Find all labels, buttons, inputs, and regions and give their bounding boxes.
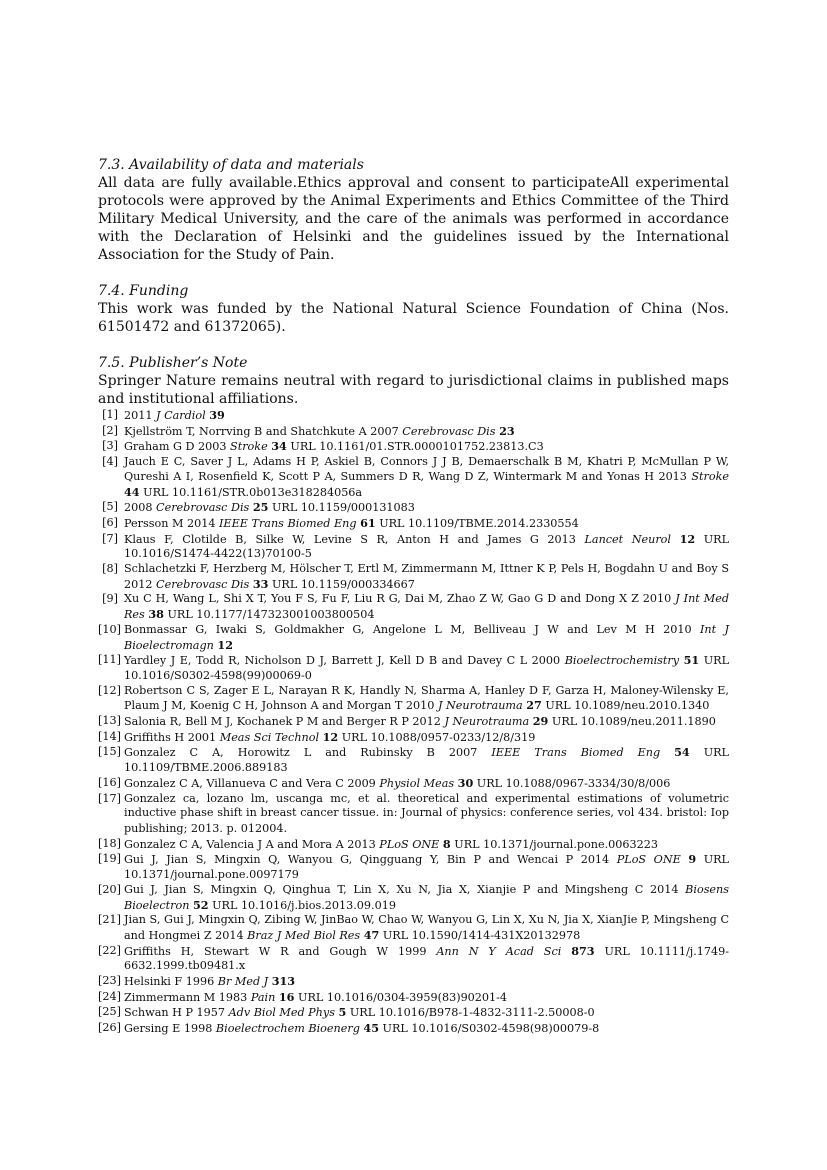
reference-volume: 44 bbox=[124, 484, 140, 499]
reference-number: [8] bbox=[102, 562, 118, 576]
reference-volume: 12 bbox=[322, 729, 339, 744]
reference-authors: Gui J, Jian S, Mingxin Q, Qinghua T, Lin X, Xu N, Jia X, Xianjie P and Mingsheng C 2014 bbox=[124, 882, 686, 896]
reference-number: [26] bbox=[98, 1021, 121, 1035]
reference-number: [14] bbox=[98, 729, 121, 743]
reference-url: URL 10.1111/j.1749-6632.1999.tb09481.x bbox=[124, 944, 729, 973]
reference-authors: Graham G D 2003 bbox=[124, 440, 231, 454]
reference-item bbox=[98, 990, 729, 1006]
reference-item bbox=[98, 913, 729, 943]
reference-item bbox=[98, 684, 729, 714]
reference-item bbox=[98, 1021, 729, 1037]
reference-item bbox=[98, 974, 729, 990]
reference-number: [21] bbox=[98, 913, 121, 927]
reference-url: URL 10.1089/neu.2011.1890 bbox=[548, 715, 716, 729]
reference-url: URL 10.1016/S0302-4598(98)00079-8 bbox=[379, 1022, 600, 1036]
reference-journal: J Neurotrauma bbox=[444, 715, 530, 729]
reference-number: [17] bbox=[98, 791, 121, 805]
reference-journal: Braz J Med Biol Res bbox=[247, 928, 361, 942]
reference-authors: Jian S, Gui J, Mingxin Q, Zibing W, JinBao W, Chao W, Wanyou G, Lin X, Xu N, Jia X, XianJie P, Mingsheng C and Hongmei Z 2014 bbox=[124, 913, 729, 942]
reference-authors: Gersing E 1998 bbox=[124, 1022, 216, 1036]
reference-volume: 54 bbox=[674, 745, 690, 760]
reference-item bbox=[98, 623, 729, 653]
reference-journal: Meas Sci Technol bbox=[219, 730, 320, 744]
reference-url: URL 10.1088/0957-0233/12/8/319 bbox=[338, 730, 536, 744]
reference-url: URL 10.1159/000131083 bbox=[268, 501, 415, 515]
reference-url: URL 10.1159/000334667 bbox=[268, 577, 415, 591]
reference-item bbox=[98, 792, 729, 837]
reference-authors: Griffiths H 2001 bbox=[124, 730, 220, 744]
reference-number: [22] bbox=[98, 943, 121, 957]
reference-authors: Jauch E C, Saver J L, Adams H P, Askiel B, Connors J J B, Demaerschalk B M, Khatri P, McMullan P W, Qureshi A I, Rosenfield K, Scott P A, Summers D R, Wang D Z, Wintermark M and Yonas H 2013 bbox=[124, 455, 729, 483]
reference-authors: Kjellström T, Norrving B and Shatchkute A 2007 bbox=[124, 424, 403, 438]
reference-authors: Bonmassar G, Iwaki S, Goldmakher G, Angelone L M, Belliveau J W and Lev M H 2010 bbox=[124, 622, 701, 636]
reference-journal: Stroke bbox=[691, 469, 729, 483]
reference-number: [16] bbox=[98, 775, 121, 789]
reference-authors: Robertson C S, Zager E L, Narayan R K, Handly N, Sharma A, Hanley D F, Garza H, Maloney-Wilensky E, Plaum J M, Koenig C H, Johnson A and Morgan T 2010 bbox=[124, 683, 729, 713]
reference-volume: 39 bbox=[209, 408, 225, 422]
page-content bbox=[98, 156, 729, 1037]
reference-number: [10] bbox=[98, 622, 121, 636]
reference-item bbox=[98, 562, 729, 592]
reference-authors: Gonzalez C A, Valencia J A and Mora A 2013 bbox=[124, 837, 380, 851]
reference-journal: Bioelectrochem Bioenerg bbox=[215, 1022, 360, 1036]
reference-number: [11] bbox=[98, 653, 121, 667]
reference-item bbox=[98, 516, 729, 532]
reference-authors: Xu C H, Wang L, Shi X T, You F S, Fu F, Liu R G, Dai M, Zhao Z W, Gao G D and Dong X Z 2010 bbox=[124, 592, 676, 606]
reference-journal: PLoS ONE bbox=[379, 837, 440, 851]
section-body: All data are fully available.Ethics approval and consent to participateAll experimental protocols were approved by the Animal Experiments and Ethics Committee of the Third Military Medical University, and the care of the animals was performed in accordance with the Declaration of Helsinki and the guidelines issued by the International Association for the Study of Pain. bbox=[98, 175, 729, 263]
reference-journal: Bioelectrochemistry bbox=[564, 654, 680, 668]
reference-journal: PLoS ONE bbox=[616, 853, 681, 867]
reference-number: [12] bbox=[98, 683, 121, 697]
reference-journal: Stroke bbox=[230, 440, 268, 454]
reference-journal: Cerebrovasc Dis bbox=[156, 577, 250, 591]
reference-volume: 47 bbox=[363, 927, 380, 942]
reference-authors: Gonzalez C A, Horowitz L and Rubinsky B 2007 bbox=[124, 746, 492, 760]
reference-list bbox=[98, 408, 729, 1037]
reference-number: [18] bbox=[98, 836, 121, 850]
reference-item bbox=[98, 883, 729, 913]
reference-url: URL 10.1089/neu.2010.1340 bbox=[541, 699, 710, 713]
reference-number: [15] bbox=[98, 745, 121, 759]
reference-url: URL 10.1371/journal.pone.0097179 bbox=[124, 853, 729, 882]
reference-url: URL 10.1016/j.bios.2013.09.019 bbox=[208, 898, 396, 912]
reference-authors: Schwan H P 1957 bbox=[124, 1006, 229, 1020]
reference-volume: 33 bbox=[252, 576, 269, 591]
reference-volume: 30 bbox=[457, 775, 474, 790]
reference-journal: Cerebrovasc Dis bbox=[156, 501, 250, 515]
reference-volume: 61 bbox=[360, 515, 376, 530]
reference-number: [9] bbox=[102, 592, 118, 606]
section-body: Springer Nature remains neutral with regard to jurisdictional claims in published maps and institutional affiliations. bbox=[98, 373, 729, 407]
reference-url: URL 10.1590/1414-431X20132978 bbox=[379, 928, 581, 942]
section-publishers-note bbox=[98, 354, 729, 408]
reference-item bbox=[98, 730, 729, 746]
section-funding bbox=[98, 282, 729, 336]
reference-journal: Cerebrovasc Dis bbox=[402, 424, 496, 438]
reference-url: URL 10.1016/0304-3959(83)90201-4 bbox=[294, 990, 508, 1004]
reference-journal: Ann N Y Acad Sci bbox=[436, 944, 562, 958]
reference-url: URL 10.1016/B978-1-4832-3111-2.50008-0 bbox=[346, 1006, 595, 1020]
reference-journal: Int J Bioelectromagn bbox=[124, 622, 729, 652]
reference-journal: J Neurotrauma bbox=[437, 699, 523, 713]
reference-journal: IEEE Trans Biomed Eng bbox=[219, 516, 357, 530]
reference-item bbox=[98, 653, 729, 683]
reference-volume: 5 bbox=[338, 1005, 347, 1020]
section-heading: 7.3. Availability of data and materials bbox=[98, 157, 364, 173]
reference-number: [6] bbox=[102, 515, 118, 529]
reference-url: URL 10.1109/TBME.2006.889183 bbox=[124, 746, 729, 775]
reference-item bbox=[98, 1005, 729, 1021]
reference-volume: 25 bbox=[252, 500, 269, 515]
reference-volume: 12 bbox=[217, 637, 233, 652]
reference-authors: Yardley J E, Todd R, Nicholson D J, Barrett J, Kell D B and Davey C L 2000 bbox=[124, 654, 565, 668]
reference-volume: 313 bbox=[271, 974, 296, 989]
reference-number: [24] bbox=[98, 989, 121, 1003]
reference-volume: 51 bbox=[683, 653, 700, 668]
reference-volume: 9 bbox=[688, 852, 697, 867]
reference-url: URL 10.1371/journal.pone.0063223 bbox=[450, 837, 658, 851]
reference-item bbox=[98, 500, 729, 516]
reference-number: [19] bbox=[98, 852, 121, 866]
reference-volume: 52 bbox=[192, 897, 209, 912]
reference-url: URL 10.1016/S0302-4598(99)00069-0 bbox=[124, 654, 729, 682]
reference-journal: Pain bbox=[250, 990, 276, 1004]
reference-item bbox=[98, 714, 729, 730]
section-heading: 7.5. Publisher’s Note bbox=[98, 355, 248, 371]
reference-url: URL 10.1161/01.STR.0000101752.23813.C3 bbox=[286, 440, 544, 454]
reference-item bbox=[98, 837, 729, 853]
reference-url: URL 10.1016/S1474-4422(13)70100-5 bbox=[124, 532, 730, 561]
reference-url: URL 10.1088/0967-3334/30/8/006 bbox=[473, 776, 671, 790]
reference-number: [3] bbox=[102, 439, 118, 453]
reference-number: [25] bbox=[98, 1005, 121, 1019]
reference-journal: Br Med J bbox=[217, 975, 269, 989]
reference-volume: 27 bbox=[526, 698, 542, 713]
reference-authors: Gonzalez ca, lozano lm, uscanga mc, et al. theoretical and experimental estimations of volumetric inductive phase shift in breast cancer tissue. in: Journal of physics: conference series, vol 434. bristol: Iop publishing; 2013. p. 012004. bbox=[124, 791, 729, 835]
reference-journal: Adv Biol Med Phys bbox=[228, 1006, 335, 1020]
reference-number: [4] bbox=[102, 455, 118, 469]
reference-journal: Physiol Meas bbox=[379, 776, 455, 790]
reference-journal: Biosens Bioelectron bbox=[124, 882, 729, 912]
reference-volume: 45 bbox=[363, 1021, 379, 1036]
reference-number: [1] bbox=[102, 408, 118, 421]
reference-number: [13] bbox=[98, 714, 121, 728]
reference-number: [23] bbox=[98, 974, 121, 988]
reference-item bbox=[98, 408, 729, 424]
reference-authors: Salonia R, Bell M J, Kochanek P M and Berger R P 2012 bbox=[124, 715, 445, 729]
reference-url: URL 10.1161/STR.0b013e318284056a bbox=[139, 485, 363, 499]
reference-volume: 29 bbox=[532, 714, 549, 729]
reference-authors: Zimmermann M 1983 bbox=[124, 990, 251, 1004]
reference-volume: 16 bbox=[278, 989, 295, 1004]
reference-item bbox=[98, 592, 729, 622]
reference-number: [20] bbox=[98, 882, 121, 896]
reference-item bbox=[98, 745, 729, 775]
reference-item bbox=[98, 455, 729, 500]
reference-volume: 12 bbox=[679, 531, 696, 546]
reference-item bbox=[98, 852, 729, 882]
reference-authors: 2011 bbox=[124, 409, 157, 422]
reference-journal: Lancet Neurol bbox=[584, 532, 671, 546]
reference-item bbox=[98, 532, 729, 562]
reference-number: [5] bbox=[102, 500, 118, 514]
reference-item bbox=[98, 776, 729, 792]
reference-volume: 34 bbox=[271, 439, 287, 454]
reference-journal: IEEE Trans Biomed Eng bbox=[491, 746, 661, 760]
reference-authors: Klaus F, Clotilde B, Silke W, Levine S R, Anton H and James G 2013 bbox=[124, 532, 585, 546]
reference-authors: Schlachetzki F, Herzberg M, Hölscher T, Ertl M, Zimmermann M, Ittner K P, Pels H, Bogdahn U and Boy S 2012 bbox=[124, 562, 729, 591]
reference-number: [7] bbox=[102, 531, 118, 545]
reference-volume: 873 bbox=[571, 943, 595, 958]
reference-item bbox=[98, 424, 729, 440]
reference-authors: 2008 bbox=[124, 501, 157, 515]
reference-authors: Griffiths H, Stewart W R and Gough W 1999 bbox=[124, 944, 437, 958]
reference-volume: 23 bbox=[499, 423, 515, 438]
reference-journal: J Int Med Res bbox=[124, 592, 729, 622]
section-availability bbox=[98, 156, 729, 264]
reference-url: URL 10.1109/TBME.2014.2330554 bbox=[375, 516, 579, 530]
reference-number: [2] bbox=[102, 423, 118, 437]
reference-authors: Helsinki F 1996 bbox=[124, 975, 218, 989]
reference-item bbox=[98, 439, 729, 455]
reference-volume: 38 bbox=[148, 607, 164, 622]
reference-url: URL 10.1177/147323001003800504 bbox=[163, 608, 375, 622]
reference-item bbox=[98, 944, 729, 974]
section-heading: 7.4. Funding bbox=[98, 283, 189, 299]
reference-volume: 8 bbox=[442, 836, 451, 851]
section-body: This work was funded by the National Natural Science Foundation of China (Nos. 61501472 and 61372065). bbox=[98, 301, 729, 335]
reference-authors: Gui J, Jian S, Mingxin Q, Wanyou G, Qingguang Y, Bin P and Wencai P 2014 bbox=[124, 853, 617, 867]
reference-journal: J Cardiol bbox=[156, 409, 206, 422]
reference-authors: Gonzalez C A, Villanueva C and Vera C 2009 bbox=[124, 776, 380, 790]
reference-authors: Persson M 2014 bbox=[124, 516, 220, 530]
